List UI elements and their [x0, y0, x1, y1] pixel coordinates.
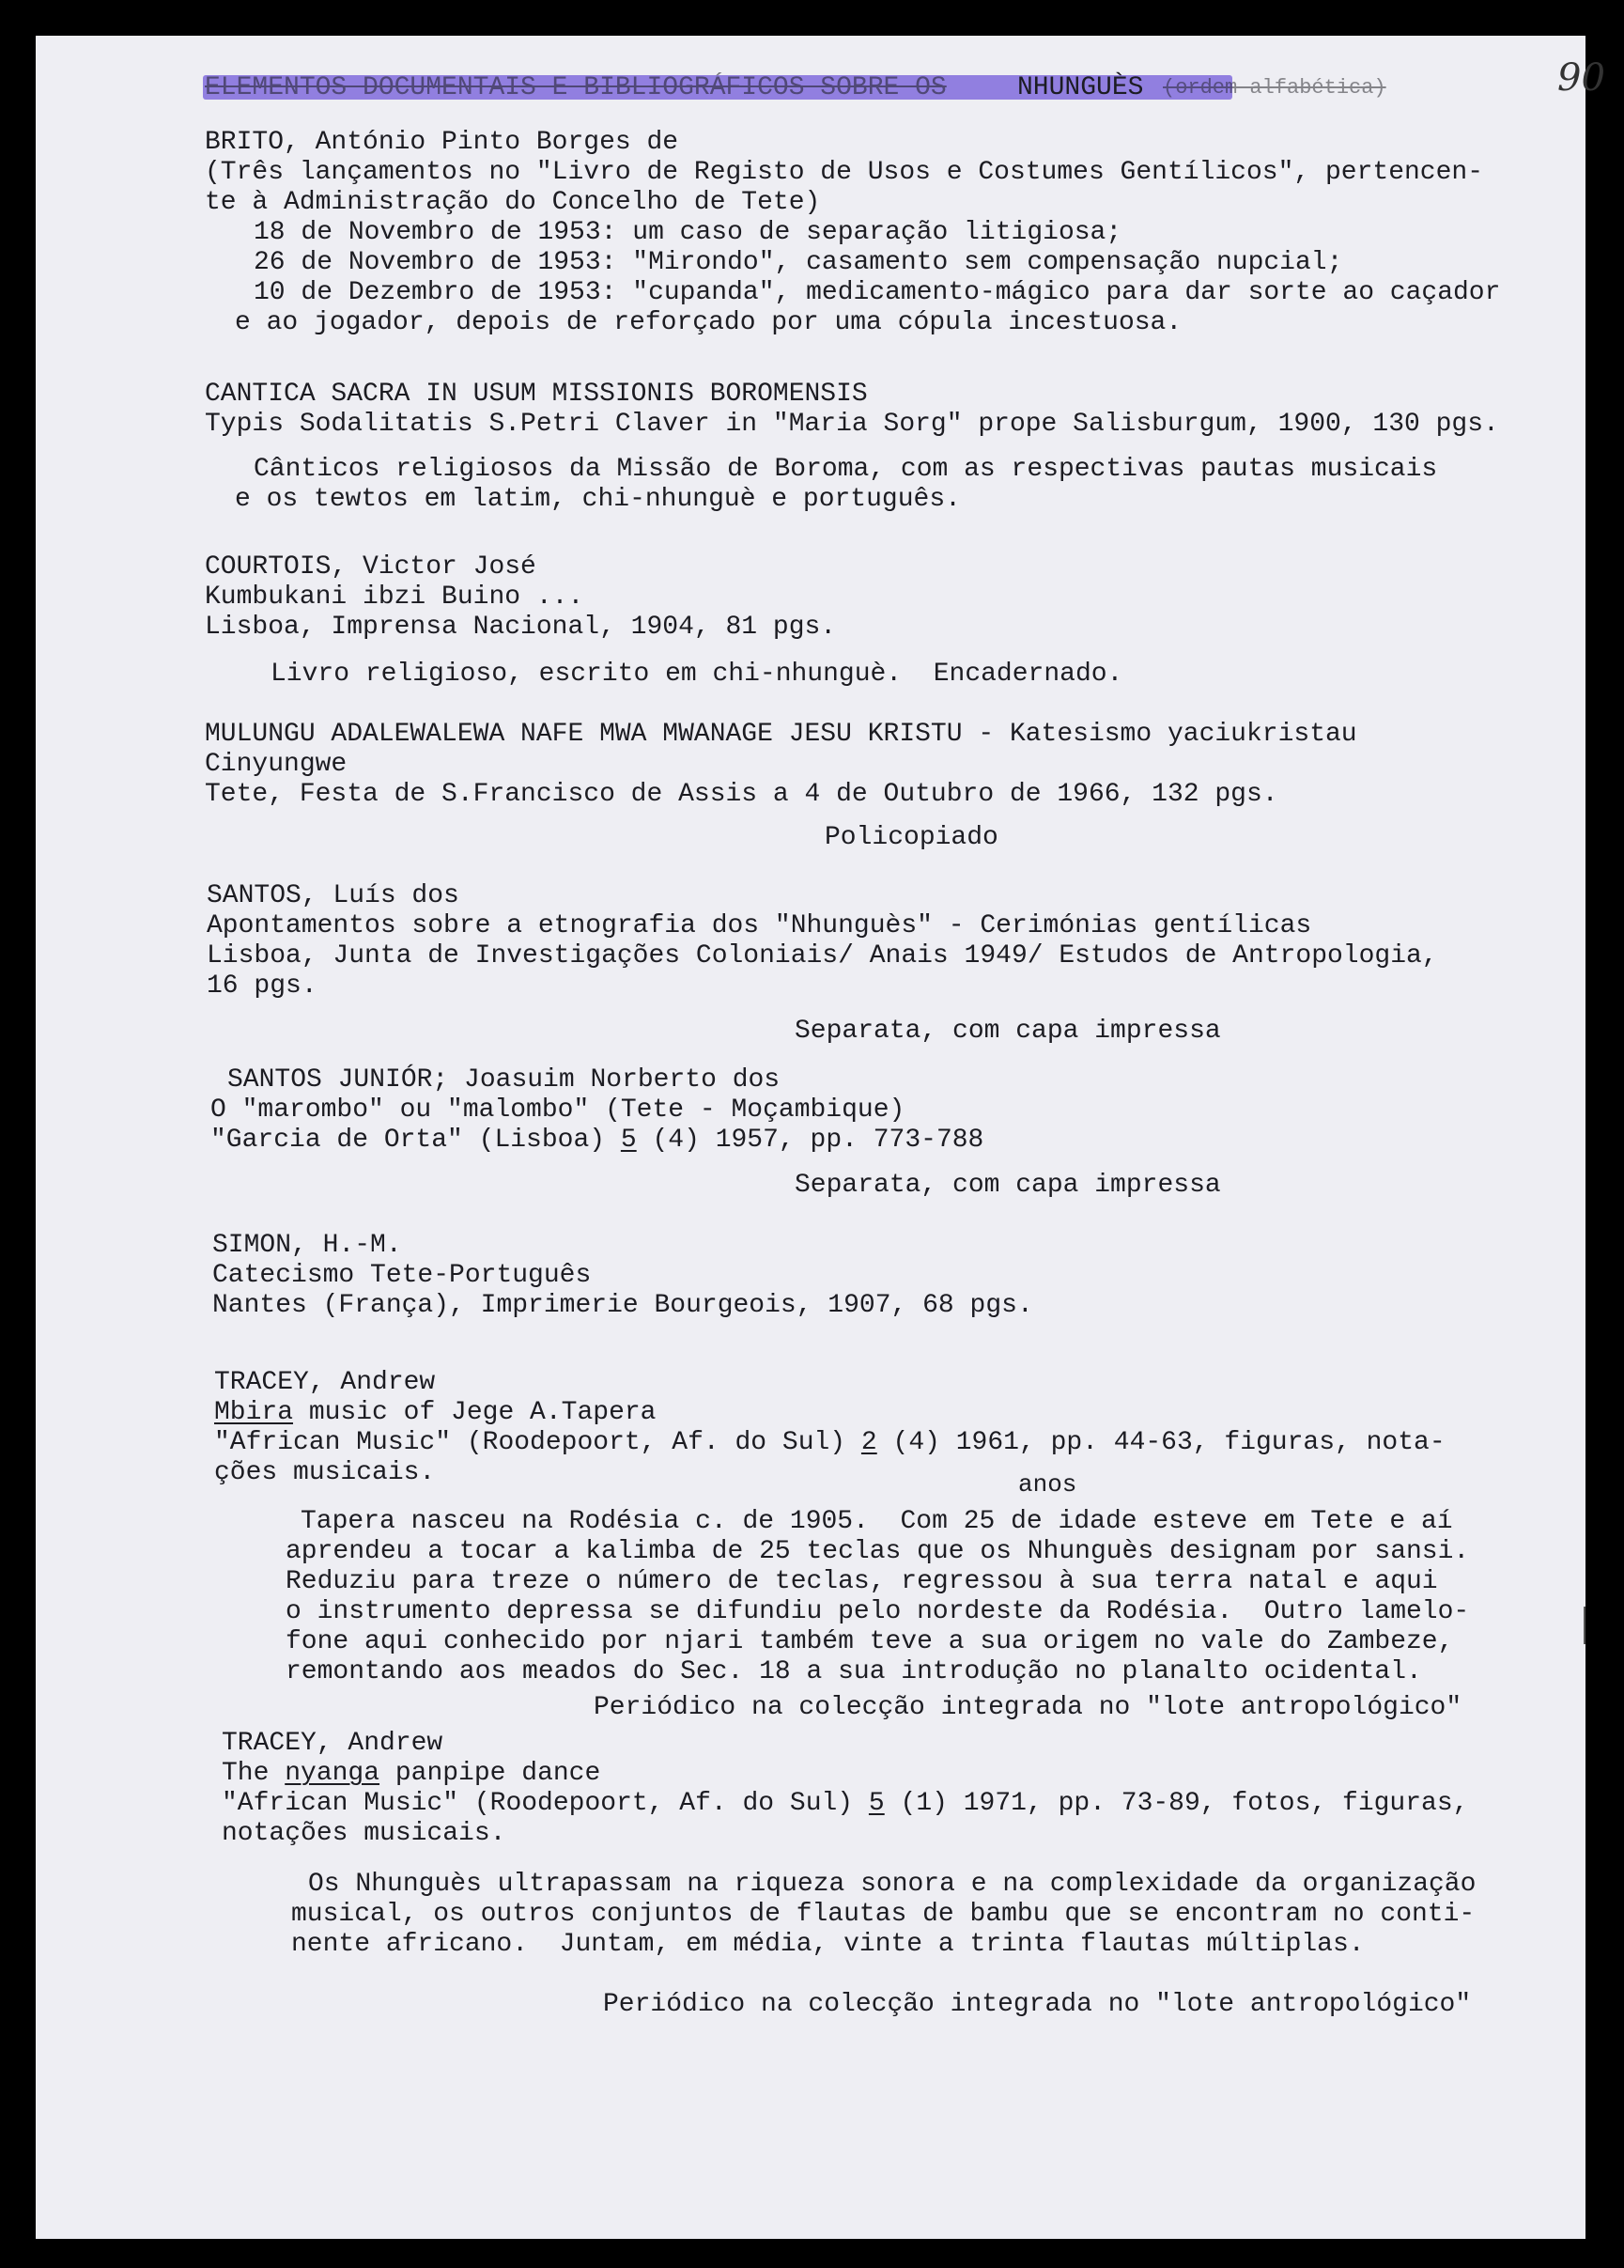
- entry-imprint: Lisboa, Junta de Investigações Coloniais/ Anais 1949/ Estudos de Antropologia,: [207, 941, 1438, 971]
- underlined-word: Mbira: [214, 1398, 294, 1427]
- margin-mark: [1584, 1607, 1585, 1644]
- entry-title: CANTICA SACRA IN USUM MISSIONIS BOROMENSIS: [205, 380, 868, 409]
- entry-footer: Periódico na colecção integrada no "lote antropológico": [594, 1693, 1462, 1722]
- document-page: [36, 36, 1605, 2239]
- entry-imprint: ções musicais.: [214, 1458, 436, 1487]
- entry-imprint: "African Music" (Roodepoort, Af. do Sul) 5 (1) 1971, pp. 73-89, fotos, figuras,: [222, 1789, 1469, 1818]
- entry-author: COURTOIS, Victor José: [205, 552, 536, 582]
- entry-note: Livro religioso, escrito em chi-nhunguè. Encadernado.: [271, 660, 1123, 689]
- entry-imprint: notações musicais.: [222, 1819, 506, 1848]
- entry-imprint: Lisboa, Imprensa Nacional, 1904, 81 pgs.: [205, 613, 837, 642]
- entry-note: remontando aos meados do Sec. 18 a sua introdução no planalto ocidental.: [286, 1657, 1422, 1686]
- entry-description: e ao jogador, depois de reforçado por uma cópula incestuosa.: [235, 308, 1183, 337]
- entry-author: SANTOS JUNIÓR; Joasuim Norberto dos: [227, 1065, 781, 1095]
- header-crossed-text: ELEMENTOS DOCUMENTAIS E BIBLIOGRÁFICOS SOBRE OS: [205, 73, 947, 102]
- entry-description: 26 de Novembro de 1953: "Mirondo", casamento sem compensação nupcial;: [254, 248, 1343, 277]
- header-crossed-tail: (ordem alfabética): [1163, 76, 1386, 100]
- entry-note: Separata, com capa impressa: [795, 1171, 1221, 1200]
- entry-author: TRACEY, Andrew: [214, 1368, 436, 1397]
- entry-note: musical, os outros conjuntos de flautas de bambu que se encontram no conti-: [291, 1900, 1476, 1929]
- entry-note: Os Nhunguès ultrapassam na riqueza sonora e na complexidade da organização: [308, 1870, 1477, 1899]
- entry-footer: Periódico na colecção integrada no "lote antropológico": [603, 1990, 1472, 2019]
- header-title: NHUNGUÈS: [1017, 73, 1144, 102]
- entry-note: aprendeu a tocar a kalimba de 25 teclas que os Nhunguès designam por sansi.: [286, 1537, 1470, 1566]
- volume-number: 2: [860, 1428, 877, 1457]
- entry-title: MULUNGU ADALEWALEWA NAFE MWA MWANAGE JESU KRISTU - Katesismo yaciukristau: [205, 720, 1357, 749]
- entry-note: e os tewtos em latim, chi-nhunguè e português.: [235, 485, 961, 514]
- entry-title: Cinyungwe: [205, 750, 348, 779]
- entry-author: SIMON, H.-M.: [212, 1231, 402, 1260]
- entry-imprint: 16 pgs.: [207, 971, 317, 1001]
- entry-note: Tapera nasceu na Rodésia c. de 1905. Com 25 de idade esteve em Tete e aí: [301, 1507, 1453, 1536]
- entry-description: (Três lançamentos no "Livro de Registo de Usos e Costumes Gentílicos", pertencen-: [205, 158, 1484, 187]
- page-number: 90: [1557, 56, 1605, 100]
- entry-description: te à Administração do Concelho de Tete): [205, 188, 821, 217]
- entry-note: Reduziu para treze o número de teclas, regressou à sua terra natal e aqui: [286, 1567, 1438, 1596]
- volume-number: 5: [620, 1126, 637, 1155]
- volume-number: 5: [868, 1789, 885, 1818]
- entry-author: SANTOS, Luís dos: [207, 881, 459, 910]
- entry-note: nente africano. Juntam, em média, vinte a trinta flautas múltiplas.: [291, 1930, 1365, 1959]
- entry-title: Catecismo Tete-Português: [212, 1261, 592, 1290]
- entry-note: Policopiado: [825, 823, 998, 852]
- underlined-word: nyanga: [285, 1759, 380, 1788]
- entry-author: BRITO, António Pinto Borges de: [205, 128, 679, 157]
- entry-description: 18 de Novembro de 1953: um caso de separação litigiosa;: [254, 218, 1122, 247]
- entry-title: Mbira music of Jege A.Tapera: [214, 1398, 657, 1427]
- entry-title: Kumbukani ibzi Buino ...: [205, 583, 584, 612]
- entry-title: O "marombo" ou "malombo" (Tete - Moçambique): [210, 1095, 905, 1125]
- entry-note: Separata, com capa impressa: [795, 1017, 1221, 1046]
- entry-note: o instrumento depressa se difundiu pelo nordeste da Rodésia. Outro lamelo-: [286, 1597, 1470, 1626]
- entry-note: fone aqui conhecido por njari também teve a sua origem no vale do Zambeze,: [286, 1627, 1454, 1656]
- entry-imprint: Typis Sodalitatis S.Petri Claver in "Maria Sorg" prope Salisburgum, 1900, 130 pgs.: [205, 410, 1499, 439]
- entry-imprint: "African Music" (Roodepoort, Af. do Sul) 2 (4) 1961, pp. 44-63, figuras, nota-: [214, 1428, 1446, 1457]
- entry-imprint: Nantes (França), Imprimerie Bourgeois, 1907, 68 pgs.: [212, 1291, 1033, 1320]
- handwritten-insert: anos: [1018, 1470, 1077, 1499]
- entry-description: 10 de Dezembro de 1953: "cupanda", medicamento-mágico para dar sorte ao caçador: [254, 278, 1501, 307]
- entry-imprint: Tete, Festa de S.Francisco de Assis a 4 de Outubro de 1966, 132 pgs.: [205, 780, 1278, 809]
- entry-title: Apontamentos sobre a etnografia dos "Nhunguès" - Cerimónias gentílicas: [207, 911, 1312, 940]
- entry-author: TRACEY, Andrew: [222, 1729, 443, 1758]
- entry-note: Cânticos religiosos da Missão de Boroma, com as respectivas pautas musicais: [254, 455, 1438, 484]
- entry-imprint: "Garcia de Orta" (Lisboa) 5 (4) 1957, pp. 773-788: [210, 1126, 984, 1155]
- entry-title: The nyanga panpipe dance: [222, 1759, 601, 1788]
